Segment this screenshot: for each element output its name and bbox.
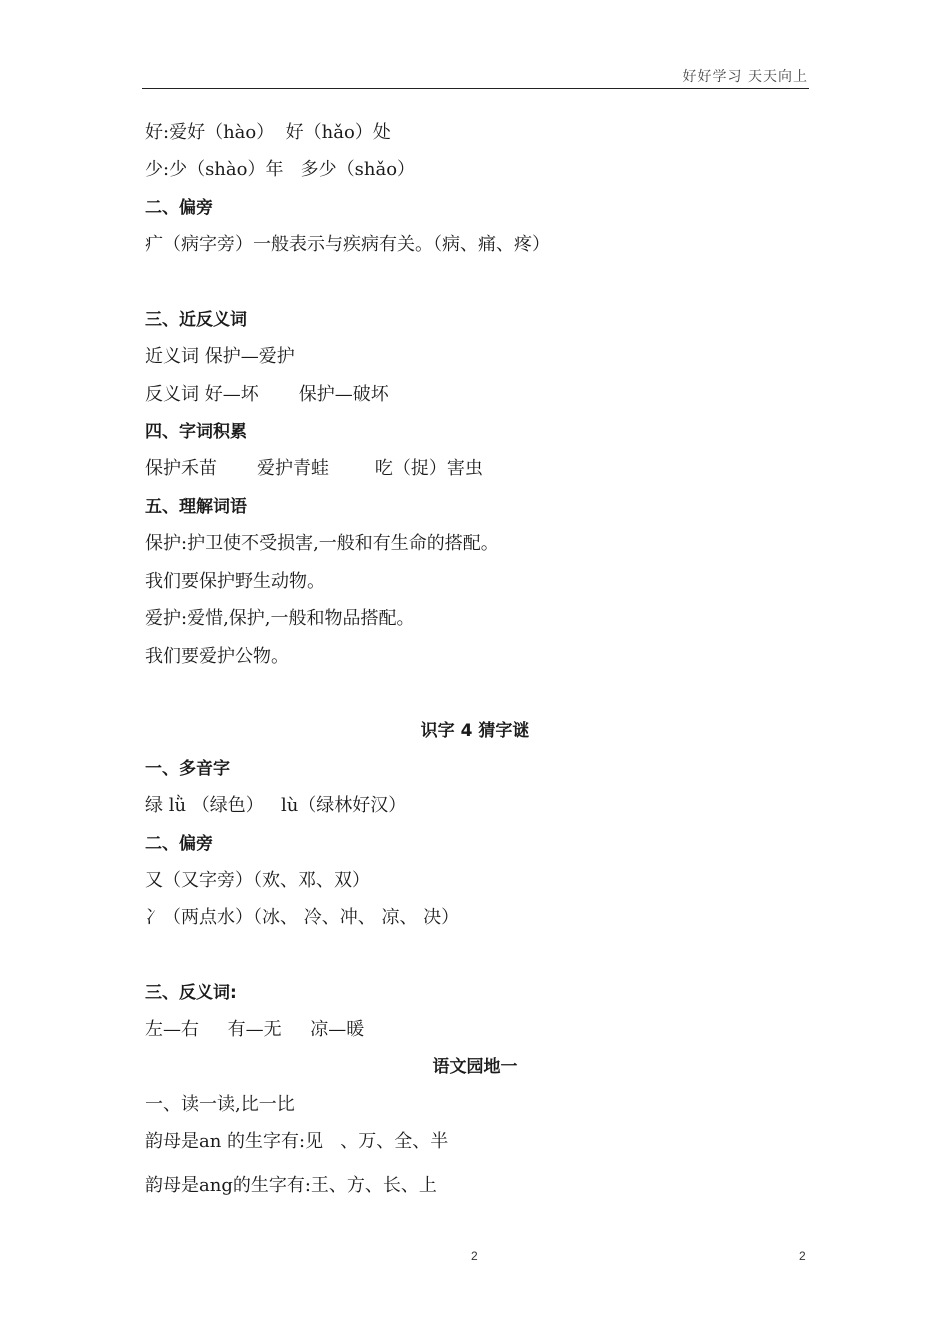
rhyme-ang-line: 韵母是ang的生字有:王、方、长、上 — [145, 1175, 437, 1196]
radical-you-line: 又（又字旁）（欢、邓、双） — [145, 870, 370, 891]
header-divider — [142, 88, 809, 89]
section-heading-read-compare: 一、读一读,比一比 — [145, 1094, 295, 1115]
example-baohu: 我们要保护野生动物。 — [145, 571, 325, 592]
page-number-right: 2 — [799, 1249, 806, 1263]
section-heading-antonyms: 三、反义词: — [145, 983, 237, 1003]
polyphone-lv-line: 绿 lǜ （绿色） lù（绿林好汉） — [145, 795, 407, 816]
synonyms-line: 近义词 保护—爱护 — [145, 346, 295, 367]
polyphone-hao-line: 好:爱好（hào） 好（hǎo）处 — [145, 122, 391, 143]
lesson-title-yuwen-yuandi: 语文园地一 — [432, 1057, 518, 1077]
polyphone-shao-line: 少:少（shào）年 多少（shǎo） — [145, 159, 416, 180]
word-accumulation-line: 保护禾苗 爱护青蛙 吃（捉）害虫 — [145, 458, 483, 479]
header-slogan: 好好学习 天天向上 — [682, 69, 808, 85]
antonyms-line: 反义词 好—坏 保护—破坏 — [145, 384, 389, 405]
page-number-center: 2 — [471, 1249, 478, 1263]
lesson-title-shizi-4: 识字 4 猜字谜 — [420, 721, 530, 741]
rhyme-an-line: 韵母是an 的生字有:见 、万、全、半 — [145, 1131, 449, 1152]
section-heading-synonyms-antonyms: 三、近反义词 — [145, 310, 247, 330]
section-heading-radicals-2: 二、偏旁 — [145, 834, 213, 854]
antonyms-pairs-line: 左—右 有—无 凉—暖 — [145, 1019, 365, 1040]
definition-baohu: 保护:护卫使不受损害,一般和有生命的搭配。 — [145, 533, 499, 554]
radical-liangdianshui-line: 冫（两点水）（冰、 冷、冲、 凉、 决） — [145, 907, 460, 928]
section-heading-radicals: 二、偏旁 — [145, 198, 213, 218]
section-heading-word-accumulation: 四、字词积累 — [145, 422, 247, 442]
example-aihu: 我们要爱护公物。 — [145, 646, 289, 667]
radical-bing-line: 疒（病字旁）一般表示与疾病有关。（病、痛、疼） — [145, 234, 550, 255]
section-heading-understanding-words: 五、理解词语 — [145, 497, 247, 517]
definition-aihu: 爱护:爱惜,保护,一般和物品搭配。 — [145, 608, 415, 629]
section-heading-polyphones: 一、多音字 — [145, 759, 230, 779]
